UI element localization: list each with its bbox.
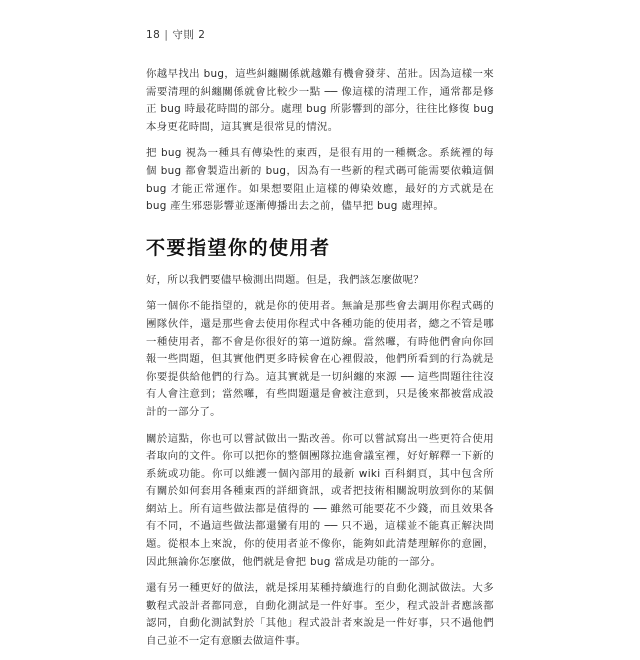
page-body: [146, 66, 494, 660]
body-paragraph: 你越早找出 bug，這些糾纏關係就越難有機會發芽、茁壯。因為這樣一來需要清理的糾纏關係就會比較少一點 ── 像這樣的清理工作，通常都是修正 bug 時最花時間的部分。處理 bug 所影響到的部分，往往比修復 bug 本身更花時間，這其實是很常見的情況。: [146, 68, 494, 133]
body-paragraph: 把 bug 視為一種具有傳染性的東西，是很有用的一種概念。系統裡的每個 bug 都會製造出新的 bug，因為有一些新的程式碼可能需要依賴這個 bug 才能正常運作。如果想要阻止這樣的傳染效應，最好的方式就是在 bug 產生邪惡影響並逐漸傳播出去之前，儘早把 bug 處理掉。: [146, 147, 494, 213]
body-paragraph: 第一個你不能指望的，就是你的使用者。無論是那些會去調用你程式碼的團隊伙伴，還是那些會去使用你程式中各種功能的使用者，總之不管是哪一種使用者，都不會是你很好的第一道防線。當然囉，有時他們會向你回報一些問題，但其實他們更多時候會在心裡假設，他們所看到的行為就是你要提供給他們的行為。這其實就是一切糾纏的來源 ── 這些問題往往沒有人會注意到；當然囉，有些問題還是會被注意到，只是後來都被當成設計的一部分了。: [146, 300, 494, 418]
body-paragraph: 好，所以我們要儘早檢測出問題。但是，我們該怎麼做呢？: [146, 273, 424, 286]
header-separator: |: [164, 29, 169, 41]
chapter-title: 守則 2: [172, 29, 206, 41]
page-number: 18: [146, 29, 161, 41]
running-head: [146, 27, 205, 42]
body-paragraph: 還有另一種更好的做法，就是採用某種持續進行的自動化測試做法。大多數程式設計者都同意，自動化測試是一件好事。至少，程式設計者應該都認同，自動化測試對於「其他」程式設計者來說是一件好事，只不過他們自己並不一定有意願去做這件事。: [146, 582, 494, 648]
section-heading: 不要指望你的使用者: [146, 236, 331, 259]
body-paragraph: 關於這點，你也可以嘗試做出一點改善。你可以嘗試寫出一些更符合使用者取向的文件。你可以把你的整個團隊拉進會議室裡，好好解釋一下新的系統或功能。你可以維護一個內部用的最新 wiki 百科網頁，其中包含所有關於如何套用各種東西的詳細資訊，或者把技術相關說明放到你的某個網站上。所有這些做法都是值得的 ── 雖然可能要花不少錢，而且效果各有不同，不過這些做法都還蠻有用的 ── 只不過，這樣並不能真正解決問題。從根本上來說，你的使用者並不像你，能夠如此清楚理解你的意圖，因此無論你怎麼做，他們就是會把 bug 當成是功能的一部分。: [146, 432, 494, 568]
